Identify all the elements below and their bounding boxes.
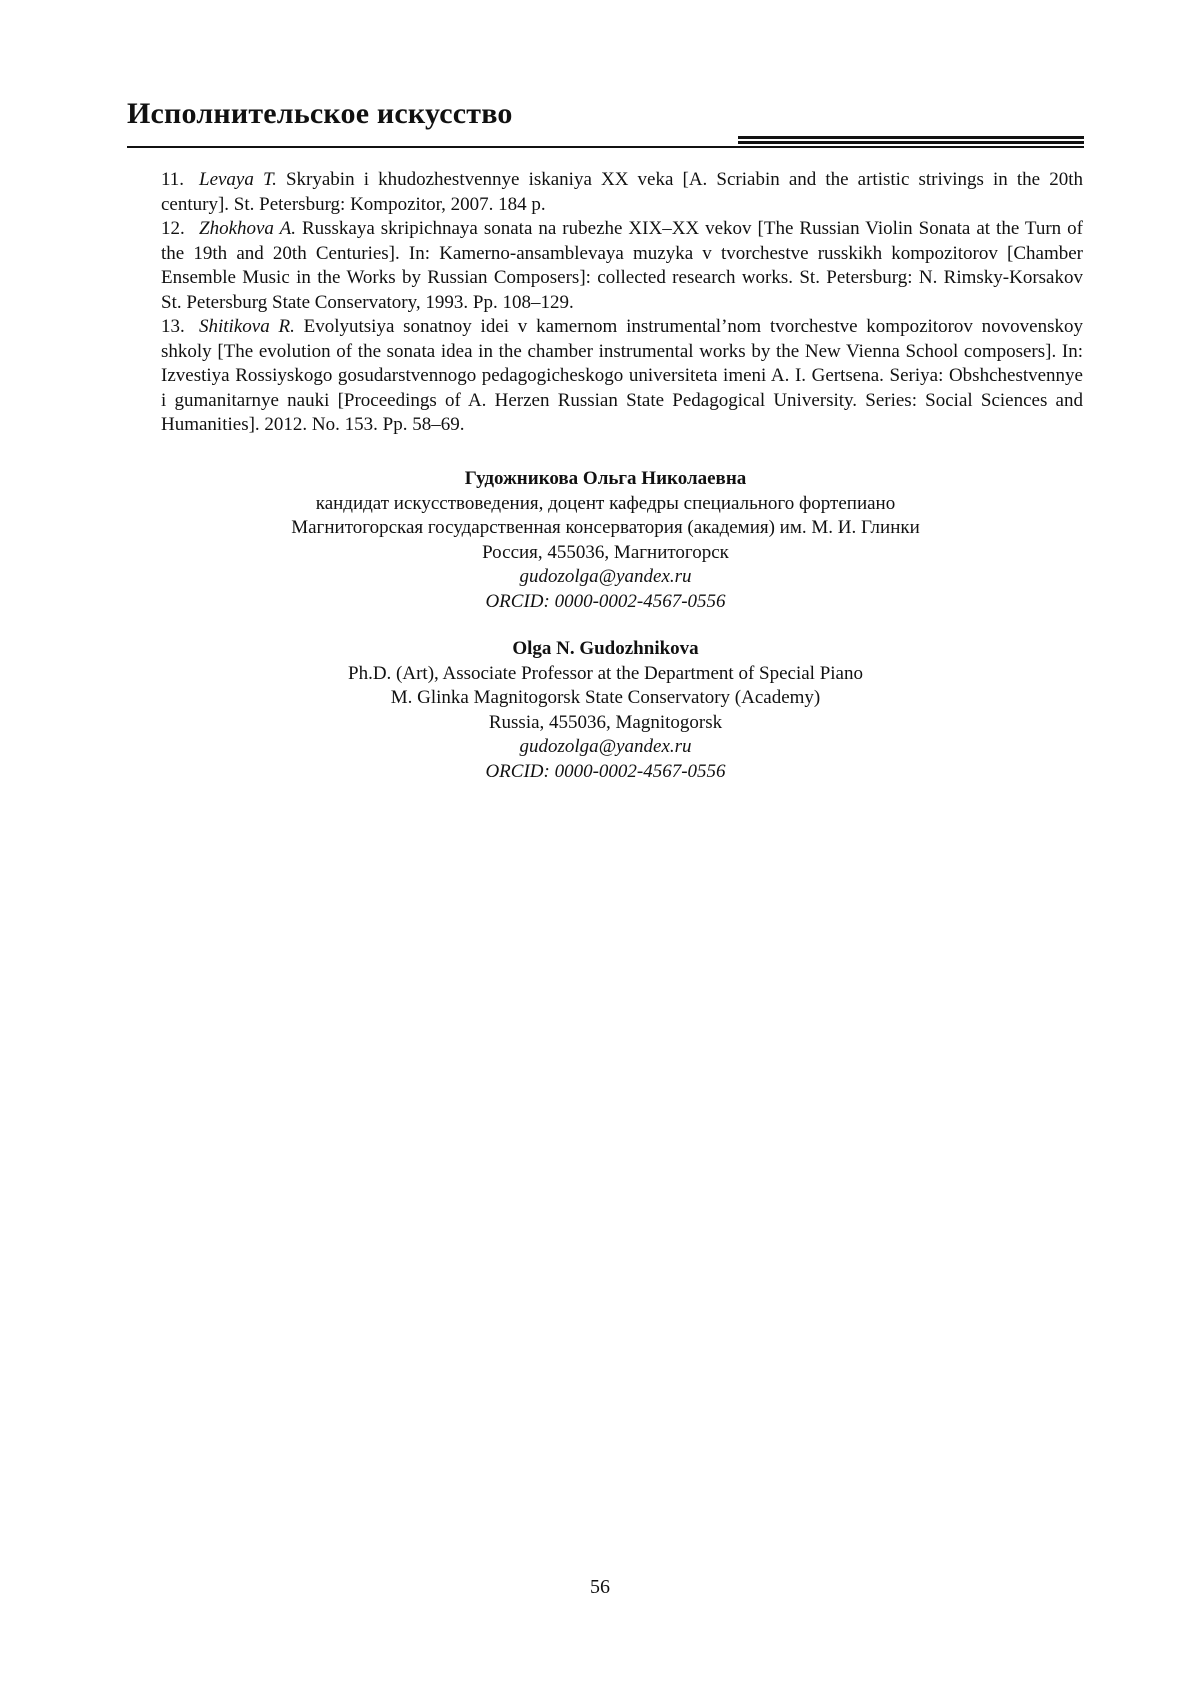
reference-number: 13. [161, 316, 185, 337]
reference-text: Evolyutsiya sonatnoy idei v kamernom instrumental’nom tvorchestve kompozitorov novovenskoy shkoly [The evolution of the sonata idea in the chamber instrumental works by the New Vienna School composers]. In: Izvestiya Rossiyskogo gosudarstvennogo pedagogicheskogo universiteta imeni A. I. Gertsena. Seriya: Obshchestvennye i gumanitarnye nauki [Proceedings of A. Herzen Russian State Pedagogical University. Series: Social Sciences and Humanities]. 2012. No. 153. Pp. 58–69. [161, 316, 1084, 435]
reference-list [161, 168, 1083, 438]
author-position: Ph.D. (Art), Associate Professor at the Department of Special Piano [348, 662, 863, 684]
author-email: gudozolga@yandex.ru [519, 736, 692, 757]
author-name: Olga N. Gudozhnikova [512, 638, 699, 659]
reference-author: Shitikova R. [199, 316, 295, 337]
reference-text: Skryabin i khudozhestvennye iskaniya XX veka [A. Scriabin and the artistic strivings in the 20th century]. St. Petersburg: Kompozitor, 2007. 184 p. [161, 169, 1083, 215]
reference-author: Levaya T. [199, 169, 277, 190]
author-institution: M. Glinka Magnitogorsk State Conservatory (Academy) [390, 687, 821, 708]
header-rule [127, 146, 1084, 148]
reference-number: 11. [161, 169, 185, 190]
author-name: Гудожникова Ольга Николаевна [464, 468, 747, 489]
author-address: Россия, 455036, Магнитогорск [482, 541, 729, 563]
author-position: кандидат искусствоведения, доцент кафедры специального фортепиано [315, 492, 896, 514]
reference-item-11 [161, 168, 1083, 217]
running-header-title: Исполнительское искусство [127, 97, 513, 130]
author-info-russian [127, 467, 1084, 614]
author-info-english [127, 637, 1084, 784]
header-double-rule-top [738, 136, 1084, 139]
author-institution: Магнитогорская государственная консерватория (академия) им. М. И. Глинки [291, 517, 920, 538]
reference-text: Russkaya skripichnaya sonata na rubezhe XIX–XX vekov [The Russian Violin Sonata at the Turn of the 19th and 20th Centuries]. In: Kamerno-ansamblevaya muzyka v tvorchestve russkikh kompozitorov [Chamber Ensemble Music in the Works by Russian Composers]: collected research works. St. Petersburg: N. Rimsky-Korsakov St. Petersburg State Conservatory, 1993. Pp. 108–129. [161, 218, 1084, 313]
header-double-rule-bottom [738, 141, 1084, 144]
page-number: 56 [590, 1576, 610, 1598]
reference-author: Zhokhova A. [199, 218, 296, 239]
reference-number: 12. [161, 218, 185, 239]
author-orcid: ORCID: 0000-0002-4567-0556 [485, 590, 726, 612]
author-email: gudozolga@yandex.ru [519, 566, 692, 587]
reference-item-13 [161, 315, 1083, 438]
author-address: Russia, 455036, Magnitogorsk [488, 711, 723, 733]
reference-item-12 [161, 217, 1083, 315]
author-orcid: ORCID: 0000-0002-4567-0556 [485, 760, 726, 782]
